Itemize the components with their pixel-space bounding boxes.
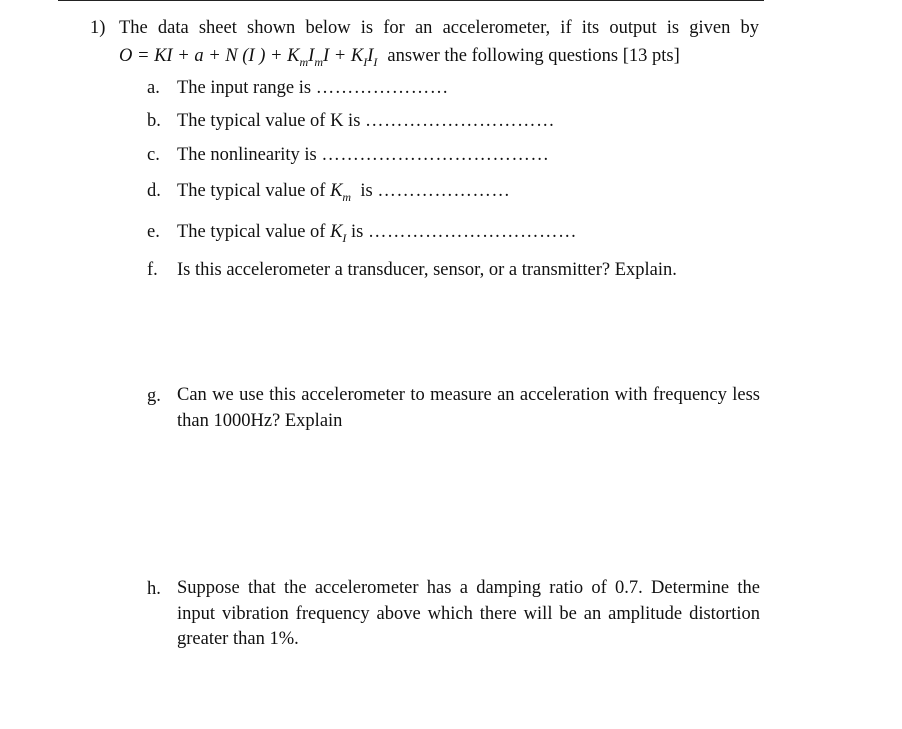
item-letter: g. [147,386,161,406]
item-c-text: The nonlinearity is ……………………………… [177,145,550,165]
item-h-text: Suppose that the accelerometer has a damping ratio of 0.7. Determine the input vibration frequency above which there will be an amplitude distortion greater than 1%. [177,578,760,649]
item-letter: d. [147,181,161,201]
equation-formula: O = KI + a + N (I ) + $K_mI_mI + K_II_I$ [119,46,378,69]
item-b-text: The typical value of K is ………………………… [177,111,556,131]
item-f-text: Is this accelerometer a transducer, sensor, or a transmitter? Explain. [177,260,677,280]
item-letter: b. [147,111,161,131]
item-g-text: Can we use this accelerometer to measure an acceleration with frequency less than 1000Hz? Explain [177,385,760,431]
item-letter: a. [147,78,160,98]
item-d-text: The typical value of $K_m$ is ………………… [177,181,511,204]
output-equation [119,44,680,68]
item-letter: c. [147,145,160,165]
question-intro: The data sheet shown below is for an accelerometer, if its output is given by [119,18,759,38]
item-a-text: The input range is ………………… [177,78,449,98]
item-letter: f. [147,260,158,280]
equation-tail: answer the following questions [13 pts] [387,46,680,66]
question-number: 1) [90,18,106,38]
item-e-text: The typical value of $K_I$ is …………………………… [177,222,578,245]
top-rule [58,0,764,1]
item-letter: e. [147,222,160,242]
item-letter: h. [147,579,161,599]
